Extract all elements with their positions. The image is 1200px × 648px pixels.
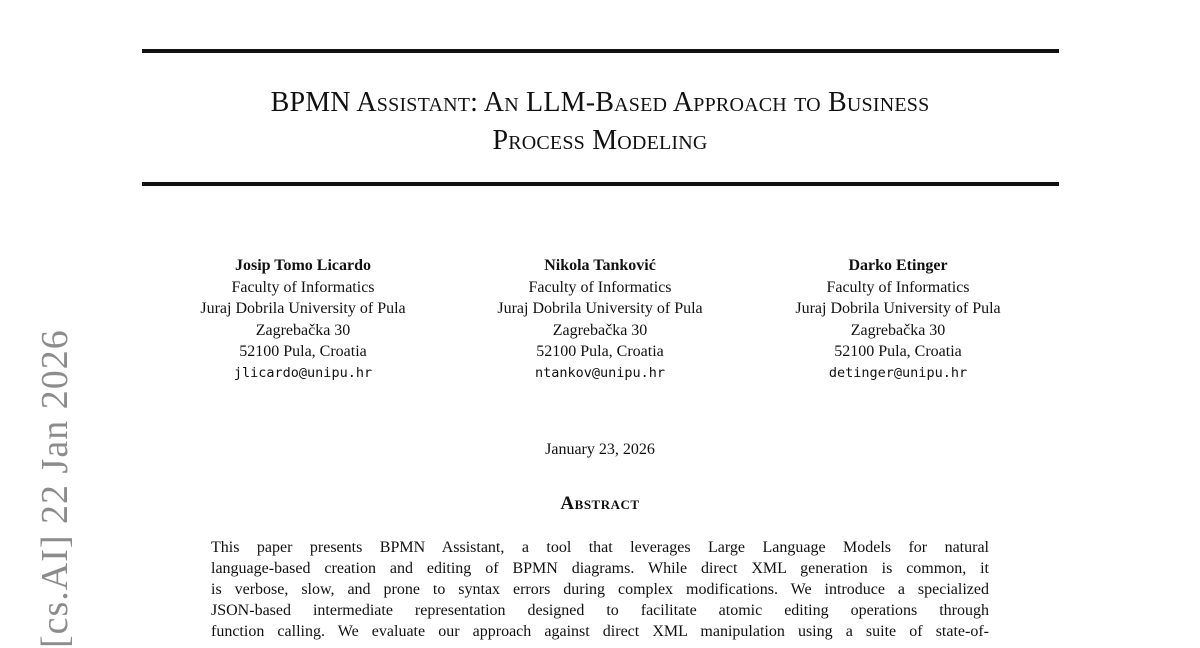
title-line-2: Process Modeling [492,125,708,156]
paper-title [120,84,1080,160]
author-1 [163,255,443,384]
author-email[interactable]: jlicardo@unipu.hr [233,364,373,381]
title-line-1: BPMN Assistant: An LLM-Based Approach to Business [270,87,930,118]
author-affiliation: Faculty of Informatics [826,278,970,296]
author-email[interactable]: detinger@unipu.hr [828,364,968,381]
author-street: Zagrebačka 30 [552,321,648,339]
abstract-heading: Abstract [560,493,640,514]
author-university: Juraj Dobrila University of Pula [497,300,703,317]
arxiv-stamp [33,0,76,648]
author-city: 52100 Pula, Croatia [834,343,962,360]
author-university: Juraj Dobrila University of Pula [795,300,1001,317]
author-affiliation: Faculty of Informatics [528,278,672,296]
arxiv-stamp-text: [cs.AI] 22 Jan 2026 [34,329,76,648]
abstract-body [211,537,989,642]
paper-date: January 23, 2026 [545,441,655,458]
author-name: Darko Etinger [848,257,948,274]
author-3 [758,255,1038,384]
author-2 [460,255,740,384]
abstract-line: JSON-based intermediate representation designed to facilitate atomic editing operations through [211,602,989,619]
author-name: Josip Tomo Licardo [234,257,372,274]
title-top-rule [142,49,1059,53]
author-name: Nikola Tanković [544,257,656,274]
abstract-line: This paper presents BPMN Assistant, a tool that leverages Large Language Models for natural [211,539,989,556]
author-email[interactable]: ntankov@unipu.hr [534,364,666,381]
author-city: 52100 Pula, Croatia [239,343,367,360]
author-street: Zagrebačka 30 [255,321,351,339]
author-street: Zagrebačka 30 [850,321,946,339]
author-city: 52100 Pula, Croatia [536,343,664,360]
title-bottom-rule [142,182,1059,186]
author-affiliation: Faculty of Informatics [231,278,375,296]
abstract-line: function calling. We evaluate our approach against direct XML manipulation using a suite of state-of- [211,623,989,640]
abstract-line: is verbose, slow, and prone to syntax errors during complex modifications. We introduce a specialized [211,581,989,598]
author-university: Juraj Dobrila University of Pula [200,300,406,317]
abstract-line: language-based creation and editing of BPMN diagrams. While direct XML generation is common, it [211,560,989,577]
